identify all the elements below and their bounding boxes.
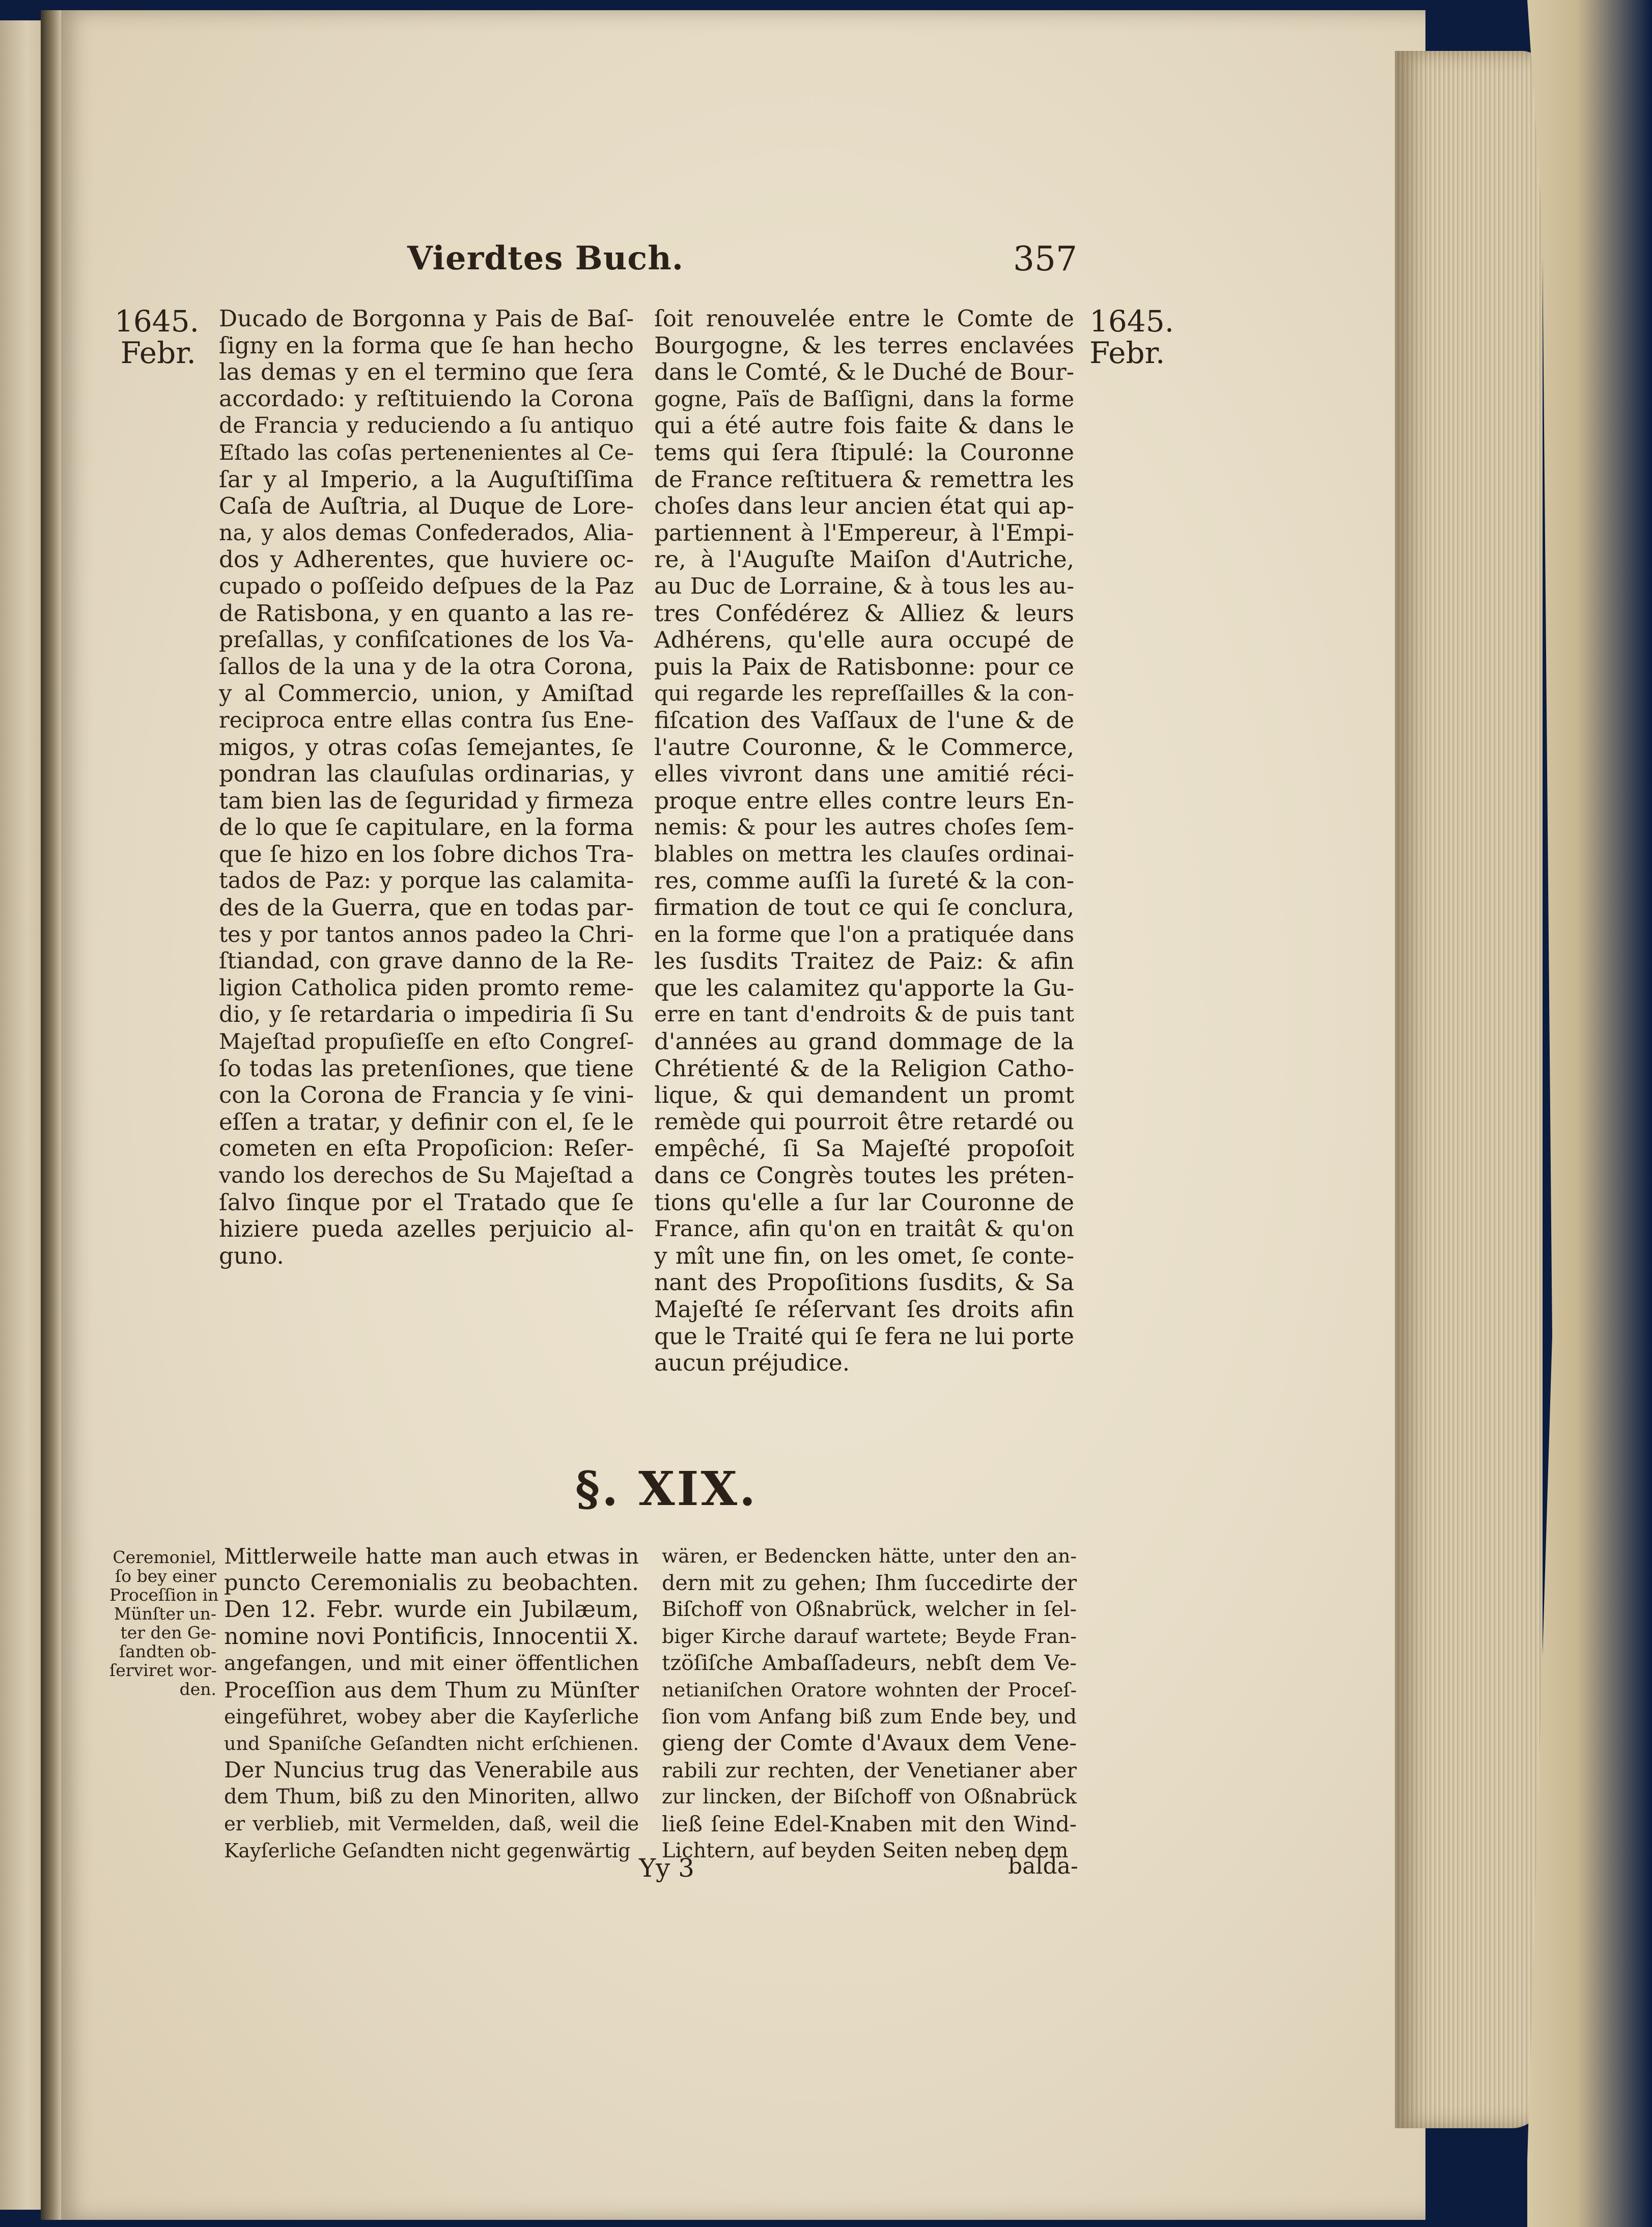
date-month: Febr. — [1089, 336, 1165, 370]
text-line: elles vivront dans une amitié réci- — [654, 760, 1074, 788]
text-line: de Francia y reduciendo a ſu antiquo — [219, 413, 634, 439]
text-line: Mittlerweile hatte man auch etwas in — [224, 1544, 639, 1569]
text-line: accordado: y reſtituiendo la Corona — [219, 385, 634, 412]
text-line: tam bien las de ſeguridad y firmeza — [219, 787, 634, 814]
german-text-column-right — [662, 1543, 1077, 1864]
text-line: y al Commercio, union, y Amiſtad — [219, 680, 634, 707]
text-line: en la forme que l'on a pratiquée dans — [654, 922, 1074, 948]
french-text-column — [654, 305, 1074, 1377]
text-line: que le Traité qui ſe fera ne lui porte — [654, 1322, 1074, 1350]
date-month: Febr. — [120, 336, 196, 370]
text-line: ſigny en la forma que ſe han hecho — [219, 331, 634, 359]
text-line: biger Kirche darauf wartete; Beyde Fran- — [662, 1625, 1077, 1648]
text-line: eingeführet, wobey aber die Kayſerliche — [224, 1705, 639, 1729]
text-line: dos y Adherentes, que huviere oc- — [219, 546, 634, 573]
text-line: angefangen, und mit einer öffentlichen — [224, 1651, 639, 1676]
signature-mark: Yy 3 — [639, 1853, 694, 1883]
text-line: tres Confédérez & Alliez & leurs — [654, 599, 1074, 627]
text-line: que ſe hizo en los ſobre dichos Tra- — [219, 840, 634, 868]
text-line: ſallos de la una y de la otra Corona, — [219, 653, 634, 680]
text-line: nemis: & pour les autres choſes ſem- — [654, 815, 1074, 841]
text-line: aucun préjudice. — [654, 1349, 850, 1377]
text-line: Adhérens, qu'elle aura occupé de — [654, 626, 1074, 654]
page-number: 357 — [1013, 239, 1077, 279]
text-line: res, comme auſſi la ſureté & la con- — [654, 867, 1074, 895]
text-line: France, afin qu'on en traitât & qu'on — [654, 1216, 1074, 1242]
text-line: preſallas, y confiſcationes de los Va- — [219, 627, 634, 653]
text-line: con la Corona de Francia y ſe vini- — [219, 1081, 634, 1109]
margin-date-left — [115, 304, 200, 370]
text-line: l'autre Couronne, & le Commerce, — [654, 733, 1074, 761]
text-line: guno. — [219, 1242, 284, 1269]
text-line: dio, y ſe retardaria o impediria ſi Su — [219, 1001, 634, 1028]
text-line: Biſchoff von Oßnabrück, welcher in ſel- — [662, 1598, 1077, 1622]
text-line: Proceſſion in — [109, 1585, 219, 1605]
text-line: partiennent à l'Empereur, à l'Empi- — [654, 519, 1074, 546]
text-line: des de la Guerra, que en todas par- — [219, 894, 634, 922]
text-line: puncto Ceremonialis zu beobachten. — [224, 1570, 639, 1596]
text-line: y mît une fin, on les omet, ſe conte- — [654, 1242, 1074, 1269]
text-line: Kayſerliche Geſandten nicht gegenwärtig — [224, 1839, 631, 1862]
text-line: las demas y en el termino que ſera — [219, 358, 634, 386]
text-line: re, à l'Auguſte Maiſon d'Autriche, — [654, 546, 1074, 573]
text-line: ſion vom Anfang biß zum Ende bey, und — [662, 1705, 1077, 1729]
german-text-column-left — [224, 1543, 639, 1864]
text-line: dans le Comté, & le Duché de Bour- — [654, 358, 1074, 386]
text-line: de France reſtituera & remettra les — [654, 465, 1074, 493]
text-line: reciproca entre ellas contra ſus Ene- — [219, 707, 634, 733]
text-line: ter den Ge- — [120, 1623, 216, 1643]
text-line: ſoit renouvelée entre le Comte de — [654, 305, 1074, 332]
text-line: Majeſtad propuſieſſe en eſto Congreſ- — [219, 1029, 634, 1054]
text-line: les ſusdits Traitez de Paiz: & afin — [654, 948, 1074, 975]
text-line: empêché, ſi Sa Majeſté propoſoit — [654, 1135, 1074, 1162]
text-line: hiziere pueda azelles perjuicio al- — [219, 1215, 634, 1243]
date-year: 1645. — [115, 304, 200, 339]
text-line: Ceremoniel, — [113, 1547, 216, 1567]
text-line: que les calamitez qu'apporte la Gu- — [654, 974, 1074, 1001]
text-line: Caſa de Auſtria, al Duque de Lore- — [219, 492, 634, 520]
date-year: 1645. — [1089, 304, 1174, 339]
text-line: ſerviret wor- — [109, 1660, 217, 1680]
text-line: tes y por tantos annos padeo la Chri- — [219, 922, 634, 948]
text-line: rabili zur rechten, der Venetianer aber — [662, 1758, 1077, 1783]
spanish-text-column — [219, 305, 634, 1269]
text-line: Den 12. Febr. wurde ein Jubilæum, — [224, 1597, 639, 1623]
text-line: cupado o poſſeido deſpues de la Paz — [219, 573, 634, 599]
text-line: gieng der Comte d'Avaux dem Vene- — [662, 1731, 1077, 1757]
text-line: na, y alos demas Confederados, Alia- — [219, 520, 634, 546]
margin-date-right — [1089, 305, 1191, 369]
text-line: de lo que ſe capitulare, en la forma — [219, 814, 634, 841]
text-line: proque entre elles contre leurs En- — [654, 787, 1074, 814]
text-line: eſſen a tratar, y definir con el, ſe le — [219, 1108, 634, 1135]
text-line: Ducado de Borgonna y Pais de Baſ- — [219, 305, 634, 332]
text-line: Der Nuncius trug das Venerabile aus — [224, 1757, 639, 1783]
text-line: nomine novi Pontificis, Innocentii X. — [224, 1623, 639, 1650]
text-line: ſalvo ſinque por el Tratado que ſe — [219, 1188, 634, 1216]
text-line: und Spaniſche Geſandten nicht erſchienen. — [224, 1733, 639, 1755]
text-line: Lichtern, auf beyden Seiten neben dem — [662, 1839, 1069, 1862]
text-line: puis la Paix de Ratisbonne: pour ce — [654, 653, 1074, 680]
text-line: tions qu'elle a ſur lar Couronne de — [654, 1188, 1074, 1216]
text-line: Chrétienté & de la Religion Catho- — [654, 1054, 1074, 1082]
text-line: dern mit zu gehen; Ihm ſuccedirte der — [662, 1570, 1077, 1595]
text-line: tems qui ſera ſtipulé: la Couronne — [654, 438, 1074, 466]
text-line: er verblieb, mit Vermelden, daß, weil die — [224, 1812, 639, 1835]
text-line: lique, & qui demandent un promt — [654, 1081, 1074, 1109]
text-line: Eſtado las coſas pertenenientes al Ce- — [219, 439, 634, 465]
text-line: choſes dans leur ancien état qui ap- — [654, 492, 1074, 520]
text-line: den. — [179, 1679, 216, 1699]
text-line: dem Thum, biß zu den Minoriten, allwo — [224, 1785, 639, 1809]
text-line: dans ce Congrès toutes les préten- — [654, 1162, 1074, 1189]
text-line: ſandten ob- — [119, 1641, 216, 1661]
text-line: zur lincken, der Biſchoff von Oßnabrück — [662, 1786, 1077, 1809]
text-line: gogne, Païs de Baſſigni, dans la forme — [654, 386, 1074, 411]
text-line: d'années au grand dommage de la — [654, 1028, 1074, 1055]
text-line: netianiſchen Oratore wohnten der Proceſ- — [662, 1678, 1077, 1701]
text-line: ſo todas las pretenſiones, que tiene — [219, 1054, 634, 1082]
text-line: pondran las clauſulas ordinarias, y — [219, 760, 634, 788]
text-line: tados de Paz: y porque las calamita- — [219, 868, 634, 894]
text-line: ließ ſeine Edel-Knaben mit den Wind- — [662, 1811, 1077, 1836]
text-line: vando los derechos de Su Majeſtad a — [219, 1163, 634, 1188]
text-line: qui a été autre fois faite & dans le — [654, 412, 1074, 439]
text-line: ſo bey einer — [115, 1566, 216, 1586]
text-line: firmation de tout ce qui ſe conclura, — [654, 895, 1074, 921]
text-line: Proceſſion aus dem Thum zu Münſter — [224, 1677, 639, 1703]
catchword: balda- — [1008, 1853, 1078, 1879]
text-line: ſtiandad, con grave danno de la Re- — [219, 948, 634, 975]
text-line: cometen en eſta Propoſicion: Reſer- — [219, 1135, 634, 1162]
text-line: migos, y otras coſas ſemejantes, ſe — [219, 733, 634, 761]
text-line: Münſter un- — [114, 1604, 216, 1624]
text-line: ligion Catholica piden promto reme- — [219, 975, 634, 1001]
text-line: de Ratisbona, y en quanto a las re- — [219, 599, 634, 627]
marginal-note — [109, 1547, 219, 1699]
text-line: Majeſté ſe réſervant ſes droits afin — [654, 1295, 1074, 1323]
text-line: nant des Propoſitions ſusdits, & Sa — [654, 1269, 1074, 1296]
book-cover — [1527, 0, 1652, 2227]
text-line: blables on mettra les clauſes ordinai- — [654, 841, 1074, 867]
text-line: remède qui pourroit être retardé ou — [654, 1108, 1074, 1135]
text-line: erre en tant d'endroits & de puis tant — [654, 1002, 1074, 1027]
text-line: qui regarde les repreſſailles & la con- — [654, 681, 1074, 706]
section-heading: §. XIX. — [575, 1461, 758, 1516]
text-line: fiſcation des Vaſſaux de l'une & de — [654, 706, 1074, 734]
text-line: au Duc de Lorraine, & à tous les au- — [654, 573, 1074, 599]
book-gutter — [41, 10, 61, 2220]
page-block-edges — [1395, 51, 1543, 2128]
text-line: Bourgogne, & les terres enclavées — [654, 331, 1074, 359]
text-line: wären, er Bedencken hätte, unter den an- — [662, 1545, 1077, 1567]
text-line: ſar y al Imperio, a la Auguſtiſſima — [219, 465, 634, 493]
running-head: Vierdtes Buch. — [407, 239, 684, 277]
text-line: tzöſiſche Ambaſſadeurs, nebſt dem Ve- — [662, 1651, 1077, 1676]
